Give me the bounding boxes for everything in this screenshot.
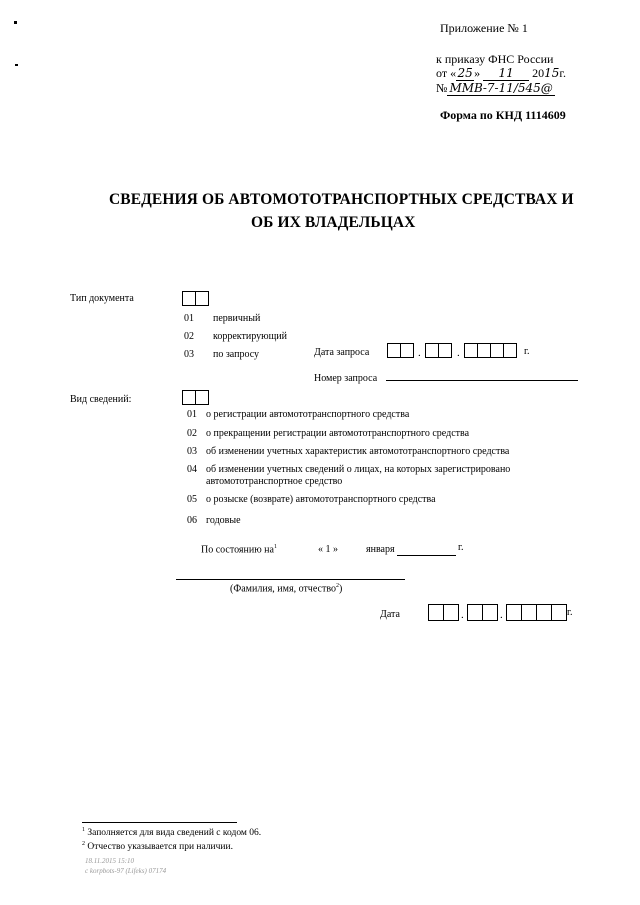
signature-field[interactable] xyxy=(176,566,405,580)
info-type-code-03: 03 xyxy=(187,446,197,457)
input-cell[interactable] xyxy=(387,343,401,358)
page-title-line2: ОБ ИХ ВЛАДЕЛЬЦАХ xyxy=(251,214,416,231)
request-date-label: Дата запроса xyxy=(314,347,370,358)
input-cell[interactable] xyxy=(551,604,567,621)
as-of-month: января xyxy=(366,544,395,555)
doc-type-text-03: по запросу xyxy=(213,349,260,360)
footnote-mark: 1 xyxy=(273,544,277,550)
input-cell[interactable] xyxy=(482,604,498,621)
input-cell[interactable] xyxy=(182,390,196,405)
footnote-mark: 2 xyxy=(82,841,85,847)
info-type-text-01: о регистрации автомототранспортного средства xyxy=(206,409,410,420)
footnote-mark: 2 xyxy=(336,583,339,589)
info-type-label: Вид сведений: xyxy=(70,394,132,405)
footnote-divider xyxy=(82,822,237,823)
date-suffix: г. xyxy=(567,607,573,618)
input-cell[interactable] xyxy=(195,291,209,306)
input-cell[interactable] xyxy=(521,604,537,621)
doc-type-code-03: 03 xyxy=(184,349,194,360)
info-type-code-02: 02 xyxy=(187,428,197,439)
date-separator: . xyxy=(418,347,421,359)
as-of-year-suffix: г. xyxy=(458,542,464,553)
as-of-day: « 1 » xyxy=(318,544,338,555)
request-date-month-cells[interactable] xyxy=(425,343,452,358)
date-separator: . xyxy=(457,347,460,359)
signature-caption-close: ) xyxy=(339,583,343,595)
scan-speck xyxy=(15,64,18,66)
date-prefix: от xyxy=(436,66,448,80)
info-type-code-05: 05 xyxy=(187,494,197,505)
print-stamp-line1: 18.11.2015 15:10 xyxy=(85,857,135,865)
info-type-cells[interactable] xyxy=(182,390,209,405)
date-month: 11 xyxy=(483,66,529,81)
appendix-label: Приложение № 1 xyxy=(440,21,528,35)
input-cell[interactable] xyxy=(400,343,414,358)
info-type-text-04-cont: автомототранспортное средство xyxy=(206,476,343,487)
input-cell[interactable] xyxy=(477,343,491,358)
info-type-text-05: о розыске (возврате) автомототранспортного средства xyxy=(206,494,436,505)
date-year-cells[interactable] xyxy=(506,604,567,621)
info-type-code-04: 04 xyxy=(187,464,197,475)
request-number-label: Номер запроса xyxy=(314,373,378,384)
input-cell[interactable] xyxy=(182,291,196,306)
date-day: 25 xyxy=(457,66,473,80)
order-date xyxy=(436,66,566,81)
input-cell[interactable] xyxy=(467,604,483,621)
input-cell[interactable] xyxy=(536,604,552,621)
date-year-prefix: 20 xyxy=(532,66,545,80)
input-cell[interactable] xyxy=(503,343,517,358)
signature-caption-text: (Фамилия, имя, отчество xyxy=(230,583,336,595)
as-of-text: По состоянию на xyxy=(201,544,274,556)
doc-type-cells[interactable] xyxy=(182,291,209,306)
request-date-year-cells[interactable] xyxy=(464,343,517,358)
doc-type-code-01: 01 xyxy=(184,313,194,324)
doc-type-text-02: корректирующий xyxy=(213,331,287,342)
as-of-year-field[interactable] xyxy=(397,541,456,556)
info-type-text-04: об изменении учетных сведений о лицах, на которых зарегистрировано xyxy=(206,464,511,475)
number-prefix: № xyxy=(436,81,448,95)
input-cell[interactable] xyxy=(195,390,209,405)
date-close-quote: » xyxy=(474,66,481,80)
date-year-g: г. xyxy=(559,66,566,80)
date-label: Дата xyxy=(380,609,400,620)
date-separator: . xyxy=(500,609,503,621)
date-year-suffix: 15 xyxy=(544,66,560,80)
input-cell[interactable] xyxy=(506,604,522,621)
info-type-code-01: 01 xyxy=(187,409,197,420)
scan-speck xyxy=(14,21,17,24)
print-stamp-line2: с korpbots-97 (Lifeks) 07174 xyxy=(85,867,167,875)
footnote-mark: 1 xyxy=(82,827,85,833)
number-value: ММВ-7-11/545@ xyxy=(449,81,553,95)
as-of-label xyxy=(201,544,277,555)
footnote-text: Заполняется для вида сведений с кодом 06. xyxy=(87,828,262,839)
footnote-2 xyxy=(82,841,233,852)
date-separator: . xyxy=(461,609,464,621)
info-type-code-06: 06 xyxy=(187,515,197,526)
page-title-line1: СВЕДЕНИЯ ОБ АВТОМОТОТРАНСПОРТНЫХ СРЕДСТВАХ И xyxy=(109,191,574,208)
order-number xyxy=(436,81,555,96)
doc-type-text-01: первичный xyxy=(213,313,261,324)
info-type-text-02: о прекращении регистрации автомототранспортного средства xyxy=(206,428,470,439)
info-type-text-06: годовые xyxy=(206,515,241,526)
request-date-day-cells[interactable] xyxy=(387,343,414,358)
date-day-cells[interactable] xyxy=(428,604,459,621)
request-number-field[interactable] xyxy=(386,366,578,381)
input-cell[interactable] xyxy=(443,604,459,621)
input-cell[interactable] xyxy=(425,343,439,358)
doc-type-code-02: 02 xyxy=(184,331,194,342)
order-label: к приказу ФНС России xyxy=(436,52,554,66)
footnote-text: Отчество указывается при наличии. xyxy=(87,842,233,853)
info-type-text-03: об изменении учетных характеристик автомототранспортного средства xyxy=(206,446,510,457)
input-cell[interactable] xyxy=(464,343,478,358)
doc-type-label: Тип документа xyxy=(70,293,134,304)
date-open-quote: « xyxy=(450,66,457,80)
date-month-cells[interactable] xyxy=(467,604,498,621)
form-code: Форма по КНД 1114609 xyxy=(440,108,566,122)
input-cell[interactable] xyxy=(438,343,452,358)
request-date-suffix: г. xyxy=(524,346,530,357)
input-cell[interactable] xyxy=(428,604,444,621)
input-cell[interactable] xyxy=(490,343,504,358)
signature-caption xyxy=(230,583,342,594)
footnote-1 xyxy=(82,827,261,838)
